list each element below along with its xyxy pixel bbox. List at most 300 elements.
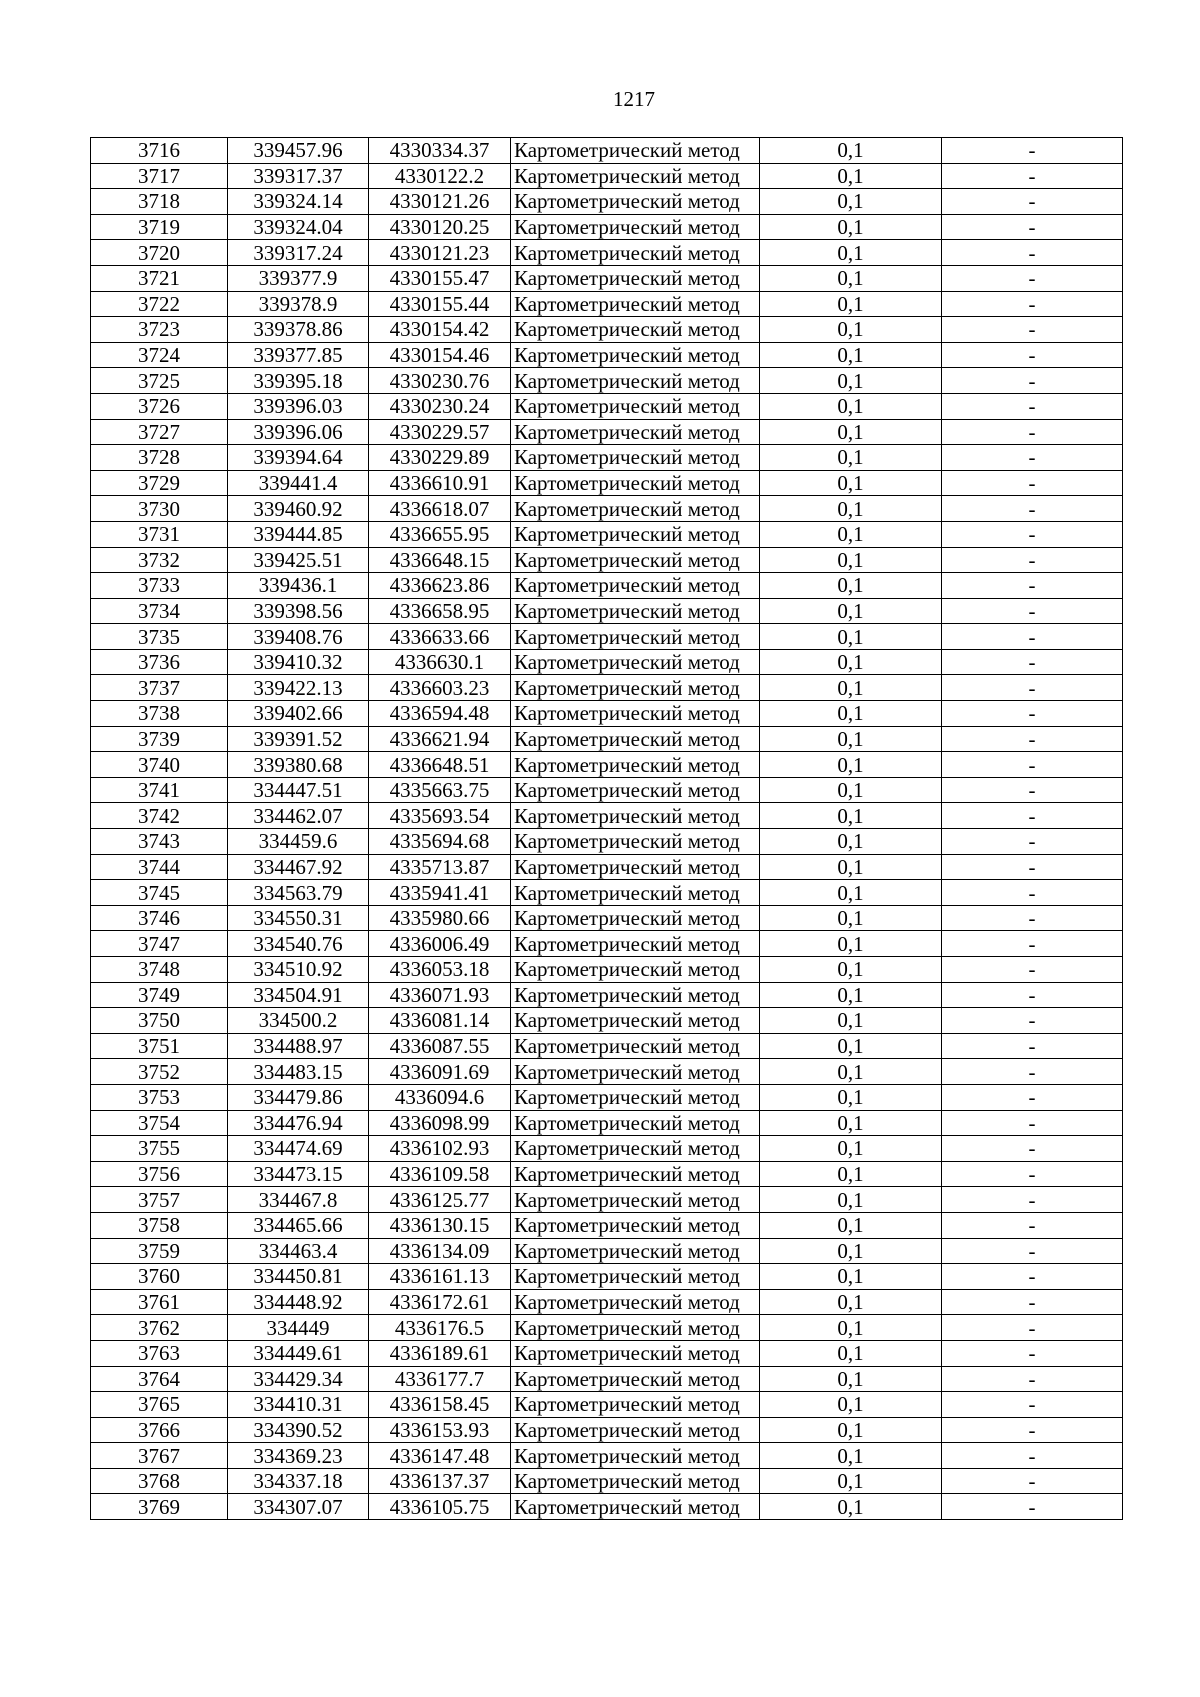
point-number-cell: 3717 bbox=[91, 163, 228, 189]
table-row bbox=[91, 1315, 1123, 1341]
accuracy-cell: 0,1 bbox=[760, 342, 942, 368]
accuracy-cell: 0,1 bbox=[760, 317, 942, 343]
note-cell: - bbox=[942, 1084, 1123, 1110]
y-coordinate-cell: 4336105.75 bbox=[369, 1494, 511, 1520]
table-row bbox=[91, 240, 1123, 266]
x-coordinate-cell: 339402.66 bbox=[228, 701, 369, 727]
method-cell: Картометрический метод bbox=[511, 1008, 760, 1034]
accuracy-cell: 0,1 bbox=[760, 726, 942, 752]
y-coordinate-cell: 4335663.75 bbox=[369, 777, 511, 803]
x-coordinate-cell: 334563.79 bbox=[228, 880, 369, 906]
accuracy-cell: 0,1 bbox=[760, 957, 942, 983]
table-row bbox=[91, 880, 1123, 906]
method-cell: Картометрический метод bbox=[511, 957, 760, 983]
y-coordinate-cell: 4336610.91 bbox=[369, 470, 511, 496]
method-cell: Картометрический метод bbox=[511, 726, 760, 752]
y-coordinate-cell: 4336158.45 bbox=[369, 1392, 511, 1418]
note-cell: - bbox=[942, 624, 1123, 650]
x-coordinate-cell: 334450.81 bbox=[228, 1264, 369, 1290]
table-row bbox=[91, 982, 1123, 1008]
y-coordinate-cell: 4336147.48 bbox=[369, 1443, 511, 1469]
point-number-cell: 3733 bbox=[91, 573, 228, 599]
accuracy-cell: 0,1 bbox=[760, 1161, 942, 1187]
point-number-cell: 3757 bbox=[91, 1187, 228, 1213]
method-cell: Картометрический метод bbox=[511, 1033, 760, 1059]
table-row bbox=[91, 1110, 1123, 1136]
accuracy-cell: 0,1 bbox=[760, 905, 942, 931]
method-cell: Картометрический метод bbox=[511, 1264, 760, 1290]
note-cell: - bbox=[942, 880, 1123, 906]
note-cell: - bbox=[942, 1315, 1123, 1341]
page-number: 1217 bbox=[613, 87, 655, 111]
x-coordinate-cell: 339380.68 bbox=[228, 752, 369, 778]
x-coordinate-cell: 339410.32 bbox=[228, 649, 369, 675]
x-coordinate-cell: 339422.13 bbox=[228, 675, 369, 701]
note-cell: - bbox=[942, 470, 1123, 496]
point-number-cell: 3725 bbox=[91, 368, 228, 394]
x-coordinate-cell: 334483.15 bbox=[228, 1059, 369, 1085]
x-coordinate-cell: 339317.24 bbox=[228, 240, 369, 266]
x-coordinate-cell: 339444.85 bbox=[228, 521, 369, 547]
method-cell: Картометрический метод bbox=[511, 163, 760, 189]
note-cell: - bbox=[942, 1187, 1123, 1213]
accuracy-cell: 0,1 bbox=[760, 854, 942, 880]
method-cell: Картометрический метод bbox=[511, 1315, 760, 1341]
x-coordinate-cell: 339436.1 bbox=[228, 573, 369, 599]
method-cell: Картометрический метод bbox=[511, 1340, 760, 1366]
y-coordinate-cell: 4336161.13 bbox=[369, 1264, 511, 1290]
accuracy-cell: 0,1 bbox=[760, 1468, 942, 1494]
y-coordinate-cell: 4330334.37 bbox=[369, 138, 511, 164]
accuracy-cell: 0,1 bbox=[760, 189, 942, 215]
table-row bbox=[91, 470, 1123, 496]
note-cell: - bbox=[942, 342, 1123, 368]
point-number-cell: 3768 bbox=[91, 1468, 228, 1494]
note-cell: - bbox=[942, 419, 1123, 445]
note-cell: - bbox=[942, 496, 1123, 522]
y-coordinate-cell: 4336621.94 bbox=[369, 726, 511, 752]
x-coordinate-cell: 334307.07 bbox=[228, 1494, 369, 1520]
table-row bbox=[91, 1264, 1123, 1290]
accuracy-cell: 0,1 bbox=[760, 1417, 942, 1443]
accuracy-cell: 0,1 bbox=[760, 803, 942, 829]
accuracy-cell: 0,1 bbox=[760, 1340, 942, 1366]
y-coordinate-cell: 4335693.54 bbox=[369, 803, 511, 829]
table-row bbox=[91, 547, 1123, 573]
accuracy-cell: 0,1 bbox=[760, 138, 942, 164]
table-row bbox=[91, 163, 1123, 189]
point-number-cell: 3747 bbox=[91, 931, 228, 957]
accuracy-cell: 0,1 bbox=[760, 445, 942, 471]
point-number-cell: 3749 bbox=[91, 982, 228, 1008]
method-cell: Картометрический метод bbox=[511, 777, 760, 803]
point-number-cell: 3736 bbox=[91, 649, 228, 675]
y-coordinate-cell: 4330229.57 bbox=[369, 419, 511, 445]
point-number-cell: 3750 bbox=[91, 1008, 228, 1034]
note-cell: - bbox=[942, 573, 1123, 599]
accuracy-cell: 0,1 bbox=[760, 240, 942, 266]
accuracy-cell: 0,1 bbox=[760, 1366, 942, 1392]
x-coordinate-cell: 334474.69 bbox=[228, 1136, 369, 1162]
point-number-cell: 3735 bbox=[91, 624, 228, 650]
point-number-cell: 3759 bbox=[91, 1238, 228, 1264]
table-row bbox=[91, 265, 1123, 291]
accuracy-cell: 0,1 bbox=[760, 291, 942, 317]
point-number-cell: 3745 bbox=[91, 880, 228, 906]
point-number-cell: 3718 bbox=[91, 189, 228, 215]
table-row bbox=[91, 291, 1123, 317]
note-cell: - bbox=[942, 291, 1123, 317]
x-coordinate-cell: 334462.07 bbox=[228, 803, 369, 829]
method-cell: Картометрический метод bbox=[511, 701, 760, 727]
y-coordinate-cell: 4336109.58 bbox=[369, 1161, 511, 1187]
method-cell: Картометрический метод bbox=[511, 1494, 760, 1520]
x-coordinate-cell: 334390.52 bbox=[228, 1417, 369, 1443]
note-cell: - bbox=[942, 1008, 1123, 1034]
y-coordinate-cell: 4330120.25 bbox=[369, 214, 511, 240]
y-coordinate-cell: 4336655.95 bbox=[369, 521, 511, 547]
note-cell: - bbox=[942, 445, 1123, 471]
x-coordinate-cell: 334369.23 bbox=[228, 1443, 369, 1469]
x-coordinate-cell: 339324.14 bbox=[228, 189, 369, 215]
table-row bbox=[91, 1212, 1123, 1238]
x-coordinate-cell: 334459.6 bbox=[228, 829, 369, 855]
note-cell: - bbox=[942, 1340, 1123, 1366]
table-row bbox=[91, 214, 1123, 240]
table-row bbox=[91, 649, 1123, 675]
y-coordinate-cell: 4335713.87 bbox=[369, 854, 511, 880]
note-cell: - bbox=[942, 1264, 1123, 1290]
y-coordinate-cell: 4336633.66 bbox=[369, 624, 511, 650]
method-cell: Картометрический метод bbox=[511, 1059, 760, 1085]
accuracy-cell: 0,1 bbox=[760, 1110, 942, 1136]
note-cell: - bbox=[942, 1392, 1123, 1418]
y-coordinate-cell: 4335980.66 bbox=[369, 905, 511, 931]
note-cell: - bbox=[942, 163, 1123, 189]
accuracy-cell: 0,1 bbox=[760, 1008, 942, 1034]
method-cell: Картометрический метод bbox=[511, 496, 760, 522]
table-row bbox=[91, 393, 1123, 419]
method-cell: Картометрический метод bbox=[511, 317, 760, 343]
accuracy-cell: 0,1 bbox=[760, 1238, 942, 1264]
method-cell: Картометрический метод bbox=[511, 803, 760, 829]
note-cell: - bbox=[942, 675, 1123, 701]
table-row bbox=[91, 189, 1123, 215]
table-row bbox=[91, 803, 1123, 829]
method-cell: Картометрический метод bbox=[511, 393, 760, 419]
point-number-cell: 3734 bbox=[91, 598, 228, 624]
y-coordinate-cell: 4336658.95 bbox=[369, 598, 511, 624]
note-cell: - bbox=[942, 854, 1123, 880]
point-number-cell: 3762 bbox=[91, 1315, 228, 1341]
accuracy-cell: 0,1 bbox=[760, 777, 942, 803]
y-coordinate-cell: 4330155.47 bbox=[369, 265, 511, 291]
x-coordinate-cell: 339460.92 bbox=[228, 496, 369, 522]
table-row bbox=[91, 777, 1123, 803]
accuracy-cell: 0,1 bbox=[760, 752, 942, 778]
accuracy-cell: 0,1 bbox=[760, 163, 942, 189]
x-coordinate-cell: 334504.91 bbox=[228, 982, 369, 1008]
x-coordinate-cell: 339395.18 bbox=[228, 368, 369, 394]
note-cell: - bbox=[942, 317, 1123, 343]
accuracy-cell: 0,1 bbox=[760, 547, 942, 573]
accuracy-cell: 0,1 bbox=[760, 982, 942, 1008]
note-cell: - bbox=[942, 1366, 1123, 1392]
point-number-cell: 3752 bbox=[91, 1059, 228, 1085]
y-coordinate-cell: 4336125.77 bbox=[369, 1187, 511, 1213]
method-cell: Картометрический метод bbox=[511, 368, 760, 394]
method-cell: Картометрический метод bbox=[511, 1212, 760, 1238]
y-coordinate-cell: 4336189.61 bbox=[369, 1340, 511, 1366]
point-number-cell: 3728 bbox=[91, 445, 228, 471]
method-cell: Картометрический метод bbox=[511, 265, 760, 291]
accuracy-cell: 0,1 bbox=[760, 1392, 942, 1418]
note-cell: - bbox=[942, 368, 1123, 394]
method-cell: Картометрический метод bbox=[511, 1366, 760, 1392]
table-row bbox=[91, 957, 1123, 983]
y-coordinate-cell: 4336177.7 bbox=[369, 1366, 511, 1392]
x-coordinate-cell: 339324.04 bbox=[228, 214, 369, 240]
method-cell: Картометрический метод bbox=[511, 1289, 760, 1315]
x-coordinate-cell: 339378.86 bbox=[228, 317, 369, 343]
table-row bbox=[91, 1494, 1123, 1520]
accuracy-cell: 0,1 bbox=[760, 624, 942, 650]
table-row bbox=[91, 521, 1123, 547]
method-cell: Картометрический метод bbox=[511, 1084, 760, 1110]
table-row bbox=[91, 1136, 1123, 1162]
y-coordinate-cell: 4336098.99 bbox=[369, 1110, 511, 1136]
y-coordinate-cell: 4336087.55 bbox=[369, 1033, 511, 1059]
table-row bbox=[91, 854, 1123, 880]
y-coordinate-cell: 4330121.23 bbox=[369, 240, 511, 266]
x-coordinate-cell: 334429.34 bbox=[228, 1366, 369, 1392]
table-row bbox=[91, 138, 1123, 164]
method-cell: Картометрический метод bbox=[511, 982, 760, 1008]
method-cell: Картометрический метод bbox=[511, 854, 760, 880]
point-number-cell: 3761 bbox=[91, 1289, 228, 1315]
method-cell: Картометрический метод bbox=[511, 521, 760, 547]
x-coordinate-cell: 334476.94 bbox=[228, 1110, 369, 1136]
accuracy-cell: 0,1 bbox=[760, 214, 942, 240]
point-number-cell: 3726 bbox=[91, 393, 228, 419]
table-row bbox=[91, 1187, 1123, 1213]
note-cell: - bbox=[942, 1212, 1123, 1238]
method-cell: Картометрический метод bbox=[511, 240, 760, 266]
accuracy-cell: 0,1 bbox=[760, 393, 942, 419]
accuracy-cell: 0,1 bbox=[760, 1494, 942, 1520]
point-number-cell: 3719 bbox=[91, 214, 228, 240]
method-cell: Картометрический метод bbox=[511, 573, 760, 599]
y-coordinate-cell: 4330154.42 bbox=[369, 317, 511, 343]
note-cell: - bbox=[942, 1059, 1123, 1085]
accuracy-cell: 0,1 bbox=[760, 701, 942, 727]
note-cell: - bbox=[942, 1161, 1123, 1187]
accuracy-cell: 0,1 bbox=[760, 1212, 942, 1238]
table-row bbox=[91, 1033, 1123, 1059]
method-cell: Картометрический метод bbox=[511, 1187, 760, 1213]
accuracy-cell: 0,1 bbox=[760, 496, 942, 522]
point-number-cell: 3730 bbox=[91, 496, 228, 522]
y-coordinate-cell: 4336153.93 bbox=[369, 1417, 511, 1443]
point-number-cell: 3743 bbox=[91, 829, 228, 855]
y-coordinate-cell: 4330155.44 bbox=[369, 291, 511, 317]
y-coordinate-cell: 4336094.6 bbox=[369, 1084, 511, 1110]
x-coordinate-cell: 339398.56 bbox=[228, 598, 369, 624]
point-number-cell: 3767 bbox=[91, 1443, 228, 1469]
method-cell: Картометрический метод bbox=[511, 445, 760, 471]
note-cell: - bbox=[942, 905, 1123, 931]
point-number-cell: 3751 bbox=[91, 1033, 228, 1059]
y-coordinate-cell: 4330229.89 bbox=[369, 445, 511, 471]
y-coordinate-cell: 4330122.2 bbox=[369, 163, 511, 189]
y-coordinate-cell: 4330121.26 bbox=[369, 189, 511, 215]
method-cell: Картометрический метод bbox=[511, 675, 760, 701]
x-coordinate-cell: 334447.51 bbox=[228, 777, 369, 803]
method-cell: Картометрический метод bbox=[511, 1136, 760, 1162]
accuracy-cell: 0,1 bbox=[760, 1315, 942, 1341]
note-cell: - bbox=[942, 598, 1123, 624]
note-cell: - bbox=[942, 777, 1123, 803]
table-row bbox=[91, 931, 1123, 957]
x-coordinate-cell: 339317.37 bbox=[228, 163, 369, 189]
accuracy-cell: 0,1 bbox=[760, 675, 942, 701]
y-coordinate-cell: 4330154.46 bbox=[369, 342, 511, 368]
note-cell: - bbox=[942, 752, 1123, 778]
point-number-cell: 3754 bbox=[91, 1110, 228, 1136]
note-cell: - bbox=[942, 393, 1123, 419]
method-cell: Картометрический метод bbox=[511, 905, 760, 931]
table-row bbox=[91, 624, 1123, 650]
x-coordinate-cell: 339396.03 bbox=[228, 393, 369, 419]
method-cell: Картометрический метод bbox=[511, 291, 760, 317]
table-row bbox=[91, 1161, 1123, 1187]
method-cell: Картометрический метод bbox=[511, 598, 760, 624]
method-cell: Картометрический метод bbox=[511, 829, 760, 855]
point-number-cell: 3732 bbox=[91, 547, 228, 573]
point-number-cell: 3763 bbox=[91, 1340, 228, 1366]
point-number-cell: 3755 bbox=[91, 1136, 228, 1162]
accuracy-cell: 0,1 bbox=[760, 1289, 942, 1315]
method-cell: Картометрический метод bbox=[511, 1468, 760, 1494]
point-number-cell: 3722 bbox=[91, 291, 228, 317]
y-coordinate-cell: 4336102.93 bbox=[369, 1136, 511, 1162]
x-coordinate-cell: 339457.96 bbox=[228, 138, 369, 164]
x-coordinate-cell: 339377.9 bbox=[228, 265, 369, 291]
note-cell: - bbox=[942, 547, 1123, 573]
method-cell: Картометрический метод bbox=[511, 1110, 760, 1136]
table-row bbox=[91, 829, 1123, 855]
y-coordinate-cell: 4336603.23 bbox=[369, 675, 511, 701]
table-row bbox=[91, 1468, 1123, 1494]
method-cell: Картометрический метод bbox=[511, 214, 760, 240]
note-cell: - bbox=[942, 1238, 1123, 1264]
x-coordinate-cell: 339396.06 bbox=[228, 419, 369, 445]
table-row bbox=[91, 342, 1123, 368]
accuracy-cell: 0,1 bbox=[760, 1443, 942, 1469]
point-number-cell: 3729 bbox=[91, 470, 228, 496]
table-row bbox=[91, 701, 1123, 727]
method-cell: Картометрический метод bbox=[511, 624, 760, 650]
note-cell: - bbox=[942, 265, 1123, 291]
note-cell: - bbox=[942, 1136, 1123, 1162]
point-number-cell: 3764 bbox=[91, 1366, 228, 1392]
table-row bbox=[91, 905, 1123, 931]
accuracy-cell: 0,1 bbox=[760, 1264, 942, 1290]
method-cell: Картометрический метод bbox=[511, 189, 760, 215]
x-coordinate-cell: 339425.51 bbox=[228, 547, 369, 573]
x-coordinate-cell: 334410.31 bbox=[228, 1392, 369, 1418]
note-cell: - bbox=[942, 1494, 1123, 1520]
point-number-cell: 3758 bbox=[91, 1212, 228, 1238]
note-cell: - bbox=[942, 982, 1123, 1008]
method-cell: Картометрический метод bbox=[511, 1417, 760, 1443]
y-coordinate-cell: 4336134.09 bbox=[369, 1238, 511, 1264]
y-coordinate-cell: 4336130.15 bbox=[369, 1212, 511, 1238]
x-coordinate-cell: 334500.2 bbox=[228, 1008, 369, 1034]
table-row bbox=[91, 1443, 1123, 1469]
accuracy-cell: 0,1 bbox=[760, 368, 942, 394]
table-row bbox=[91, 1340, 1123, 1366]
note-cell: - bbox=[942, 138, 1123, 164]
y-coordinate-cell: 4336091.69 bbox=[369, 1059, 511, 1085]
note-cell: - bbox=[942, 1468, 1123, 1494]
point-number-cell: 3756 bbox=[91, 1161, 228, 1187]
y-coordinate-cell: 4336071.93 bbox=[369, 982, 511, 1008]
accuracy-cell: 0,1 bbox=[760, 829, 942, 855]
note-cell: - bbox=[942, 521, 1123, 547]
x-coordinate-cell: 334465.66 bbox=[228, 1212, 369, 1238]
point-number-cell: 3739 bbox=[91, 726, 228, 752]
point-number-cell: 3744 bbox=[91, 854, 228, 880]
note-cell: - bbox=[942, 649, 1123, 675]
point-number-cell: 3721 bbox=[91, 265, 228, 291]
point-number-cell: 3737 bbox=[91, 675, 228, 701]
method-cell: Картометрический метод bbox=[511, 752, 760, 778]
table-row bbox=[91, 675, 1123, 701]
x-coordinate-cell: 339394.64 bbox=[228, 445, 369, 471]
y-coordinate-cell: 4335941.41 bbox=[369, 880, 511, 906]
accuracy-cell: 0,1 bbox=[760, 1084, 942, 1110]
accuracy-cell: 0,1 bbox=[760, 1187, 942, 1213]
accuracy-cell: 0,1 bbox=[760, 649, 942, 675]
y-coordinate-cell: 4336623.86 bbox=[369, 573, 511, 599]
table-body bbox=[91, 138, 1123, 1520]
note-cell: - bbox=[942, 1417, 1123, 1443]
note-cell: - bbox=[942, 189, 1123, 215]
table-row bbox=[91, 1008, 1123, 1034]
x-coordinate-cell: 334463.4 bbox=[228, 1238, 369, 1264]
note-cell: - bbox=[942, 931, 1123, 957]
point-number-cell: 3720 bbox=[91, 240, 228, 266]
y-coordinate-cell: 4336594.48 bbox=[369, 701, 511, 727]
accuracy-cell: 0,1 bbox=[760, 521, 942, 547]
x-coordinate-cell: 334467.8 bbox=[228, 1187, 369, 1213]
table-row bbox=[91, 317, 1123, 343]
point-number-cell: 3738 bbox=[91, 701, 228, 727]
method-cell: Картометрический метод bbox=[511, 1238, 760, 1264]
y-coordinate-cell: 4336053.18 bbox=[369, 957, 511, 983]
y-coordinate-cell: 4336648.15 bbox=[369, 547, 511, 573]
x-coordinate-cell: 334540.76 bbox=[228, 931, 369, 957]
note-cell: - bbox=[942, 240, 1123, 266]
accuracy-cell: 0,1 bbox=[760, 470, 942, 496]
method-cell: Картометрический метод bbox=[511, 342, 760, 368]
method-cell: Картометрический метод bbox=[511, 931, 760, 957]
y-coordinate-cell: 4330230.24 bbox=[369, 393, 511, 419]
note-cell: - bbox=[942, 214, 1123, 240]
method-cell: Картометрический метод bbox=[511, 419, 760, 445]
x-coordinate-cell: 334337.18 bbox=[228, 1468, 369, 1494]
